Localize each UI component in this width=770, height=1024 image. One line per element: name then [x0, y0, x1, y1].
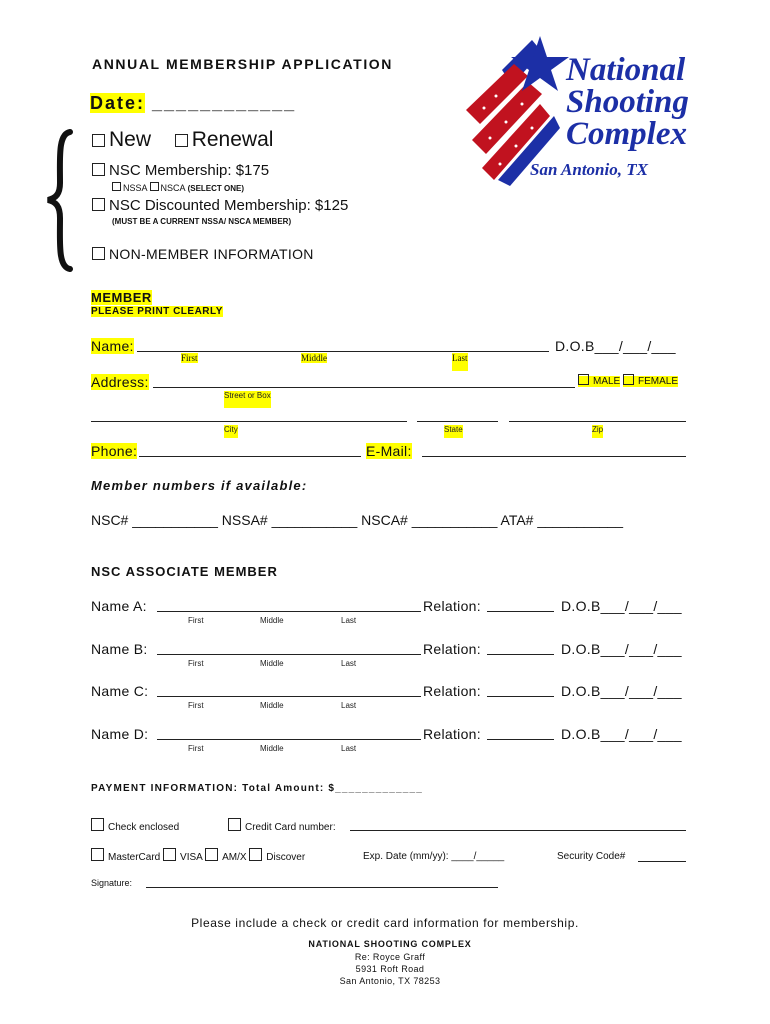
- state-caption: State: [444, 425, 463, 438]
- nssa-number-label: NSSA#: [221, 512, 268, 528]
- nsca-number-label: NSCA#: [361, 512, 408, 528]
- form-title: ANNUAL MEMBERSHIP APPLICATION: [92, 56, 394, 72]
- phone-label: Phone:: [91, 443, 138, 459]
- member-name-label: Name:: [91, 338, 134, 354]
- payment-heading: [91, 783, 423, 794]
- nsca-number-blank: ___________: [411, 512, 498, 528]
- member-numbers-row: [91, 512, 623, 528]
- associate-name-label-b: Name B:: [91, 641, 148, 657]
- credit-card-number-field[interactable]: [350, 830, 686, 831]
- footer-city: San Antonio, TX 78253: [339, 976, 441, 986]
- logo-line-2: Shooting: [566, 84, 689, 120]
- member-dob-blank: ___/___/___: [594, 338, 676, 354]
- non-member-label: NON-MEMBER INFORMATION: [109, 246, 314, 262]
- date-blank: ____________: [152, 93, 297, 113]
- ata-number-label: ATA#: [500, 512, 534, 528]
- member-numbers-heading: Member numbers if available:: [91, 478, 308, 493]
- signature-field[interactable]: [146, 887, 498, 888]
- nsc-discounted-label: NSC Discounted Membership: $125: [109, 197, 349, 214]
- associate-name-field-b[interactable]: [157, 654, 421, 655]
- new-option[interactable]: [92, 128, 151, 151]
- nsca-label: NSCA: [160, 183, 186, 193]
- footer-org: NATIONAL SHOOTING COMPLEX: [308, 939, 472, 949]
- associate-relation-field-c[interactable]: [487, 696, 554, 697]
- zip-field[interactable]: [509, 421, 686, 422]
- footer-attn: Re: Royce Graff: [354, 952, 426, 962]
- discover-label: Discover: [266, 852, 306, 863]
- member-address-label: Address:: [91, 374, 149, 390]
- check-enclosed-option[interactable]: [91, 818, 179, 833]
- security-code-label: Security Code#: [557, 851, 626, 862]
- ata-number-blank: ___________: [537, 512, 623, 528]
- associate-dob-blank: ___/___/___: [600, 598, 682, 614]
- associate-dob-b[interactable]: [561, 641, 682, 657]
- renewal-checkbox[interactable]: [175, 134, 188, 147]
- non-member-option[interactable]: [92, 246, 314, 262]
- non-member-checkbox[interactable]: [92, 247, 105, 260]
- nsc-membership-option[interactable]: [92, 162, 269, 179]
- associate-dob-label: D.O.B: [561, 641, 601, 657]
- associate-dob-a[interactable]: [561, 598, 682, 614]
- associate-relation-field-d[interactable]: [487, 739, 554, 740]
- renewal-option[interactable]: [175, 128, 274, 151]
- nsc-discounted-option[interactable]: [92, 197, 348, 214]
- gender-select: [578, 374, 678, 387]
- member-dob-label: D.O.B: [555, 338, 595, 354]
- email-label: E-Mail:: [366, 443, 412, 459]
- renewal-label: Renewal: [191, 128, 274, 151]
- payment-heading-label: PAYMENT INFORMATION: Total Amount: $: [91, 783, 336, 794]
- nsc-discounted-checkbox[interactable]: [92, 198, 105, 211]
- member-dob[interactable]: [555, 338, 676, 354]
- logo-text: [566, 54, 689, 150]
- discover-option[interactable]: [249, 852, 305, 863]
- female-option[interactable]: [623, 376, 678, 387]
- discover-checkbox[interactable]: [249, 848, 262, 861]
- associate-last-caption: Last: [341, 659, 357, 668]
- print-clearly-note: PLEASE PRINT CLEARLY: [91, 306, 223, 317]
- nsc-number[interactable]: [91, 512, 218, 528]
- logo: [462, 30, 752, 190]
- nssa-nsca-select: [112, 182, 244, 193]
- member-middle-caption: Middle: [301, 353, 327, 363]
- associate-relation-field-a[interactable]: [487, 611, 554, 612]
- associate-relation-label-b: Relation:: [423, 641, 481, 657]
- brace-decoration: [42, 128, 76, 278]
- logo-line-3: Complex: [566, 116, 687, 152]
- associate-middle-caption: Middle: [260, 659, 284, 668]
- state-field[interactable]: [417, 421, 498, 422]
- check-enclosed-label: Check enclosed: [108, 822, 180, 833]
- phone-field[interactable]: [139, 456, 361, 457]
- nsc-membership-checkbox[interactable]: [92, 163, 105, 176]
- associate-name-label-c: Name C:: [91, 683, 149, 699]
- nssa-number[interactable]: [222, 512, 357, 528]
- associate-last-caption: Last: [341, 701, 357, 710]
- exp-date[interactable]: [363, 851, 504, 862]
- must-be-member-note: (MUST BE A CURRENT NSSA/ NSCA MEMBER): [112, 217, 292, 226]
- associate-heading: NSC ASSOCIATE MEMBER: [91, 564, 278, 579]
- new-checkbox[interactable]: [92, 134, 105, 147]
- security-code[interactable]: [557, 851, 625, 862]
- city-caption: City: [224, 425, 238, 438]
- exp-date-blank: ____/_____: [451, 851, 505, 862]
- associate-name-field-d[interactable]: [157, 739, 421, 740]
- date-label: Date:: [90, 93, 146, 113]
- associate-first-caption: First: [188, 701, 204, 710]
- new-label: New: [109, 128, 152, 151]
- credit-card-checkbox[interactable]: [228, 818, 241, 831]
- member-first-caption: First: [181, 353, 198, 363]
- visa-label: VISA: [180, 852, 203, 863]
- logo-location: San Antonio, TX: [530, 160, 648, 179]
- visa-option[interactable]: [163, 852, 202, 863]
- associate-dob-c[interactable]: [561, 683, 682, 699]
- male-checkbox[interactable]: [578, 374, 589, 385]
- email-field[interactable]: [422, 456, 686, 457]
- nssa-label: NSSA: [123, 183, 148, 193]
- associate-relation-label-a: Relation:: [423, 598, 481, 614]
- ata-number[interactable]: [501, 512, 623, 528]
- associate-dob-label: D.O.B: [561, 683, 601, 699]
- signature-label: Signature:: [91, 878, 133, 888]
- associate-middle-caption: Middle: [260, 744, 284, 753]
- card-type-row: [91, 848, 305, 863]
- associate-relation-label-c: Relation:: [423, 683, 481, 699]
- check-enclosed-checkbox[interactable]: [91, 818, 104, 831]
- female-label: FEMALE: [638, 376, 679, 387]
- associate-name-field-a[interactable]: [157, 611, 421, 612]
- nsc-number-label: NSC#: [91, 512, 129, 528]
- credit-card-option[interactable]: [228, 818, 336, 833]
- total-amount-blank[interactable]: _____________: [335, 783, 424, 794]
- associate-first-caption: First: [188, 659, 204, 668]
- city-field[interactable]: [91, 421, 407, 422]
- female-checkbox[interactable]: [623, 374, 634, 385]
- associate-first-caption: First: [188, 744, 204, 753]
- associate-dob-blank: ___/___/___: [600, 726, 682, 742]
- member-last-caption: Last: [452, 353, 468, 371]
- footer-note: Please include a check or credit card information for membership.: [191, 916, 579, 930]
- nssa-number-blank: ___________: [271, 512, 358, 528]
- amex-option[interactable]: [205, 852, 246, 863]
- associate-last-caption: Last: [341, 744, 357, 753]
- associate-dob-blank: ___/___/___: [600, 641, 682, 657]
- member-address-field[interactable]: [153, 387, 575, 388]
- footer-street: 5931 Roft Road: [355, 964, 425, 974]
- male-option[interactable]: [578, 376, 620, 387]
- date-field[interactable]: [90, 93, 296, 114]
- male-label: MALE: [593, 376, 621, 387]
- street-caption: Street or Box: [224, 391, 271, 408]
- nsca-number[interactable]: [361, 512, 497, 528]
- amex-checkbox[interactable]: [205, 848, 218, 861]
- associate-relation-field-b[interactable]: [487, 654, 554, 655]
- associate-dob-label: D.O.B: [561, 598, 601, 614]
- credit-card-label: Credit Card number:: [245, 822, 336, 833]
- mastercard-checkbox[interactable]: [91, 848, 104, 861]
- zip-caption: Zip: [592, 425, 603, 438]
- associate-middle-caption: Middle: [260, 701, 284, 710]
- associate-relation-label-d: Relation:: [423, 726, 481, 742]
- select-one-note: (SELECT ONE): [187, 184, 245, 193]
- nssa-checkbox[interactable]: [112, 182, 121, 191]
- security-code-field[interactable]: [638, 861, 686, 862]
- exp-date-label: Exp. Date (mm/yy):: [363, 851, 449, 862]
- associate-dob-blank: ___/___/___: [600, 683, 682, 699]
- associate-last-caption: Last: [341, 616, 357, 625]
- nsca-checkbox[interactable]: [150, 182, 159, 191]
- associate-name-field-c[interactable]: [157, 696, 421, 697]
- mastercard-option[interactable]: [91, 852, 160, 863]
- member-name-field[interactable]: [137, 351, 549, 352]
- associate-name-label-a: Name A:: [91, 598, 147, 614]
- mastercard-label: MasterCard: [108, 852, 161, 863]
- nsc-membership-label: NSC Membership: $175: [109, 162, 270, 179]
- logo-line-1: National: [566, 52, 686, 88]
- member-heading: MEMBER: [91, 290, 152, 305]
- visa-checkbox[interactable]: [163, 848, 176, 861]
- associate-dob-label: D.O.B: [561, 726, 601, 742]
- associate-name-label-d: Name D:: [91, 726, 149, 742]
- associate-dob-d[interactable]: [561, 726, 682, 742]
- associate-first-caption: First: [188, 616, 204, 625]
- nsc-number-blank: ___________: [132, 512, 218, 528]
- new-renewal-row: [92, 128, 273, 152]
- amex-label: AM/X: [222, 852, 247, 863]
- associate-middle-caption: Middle: [260, 616, 284, 625]
